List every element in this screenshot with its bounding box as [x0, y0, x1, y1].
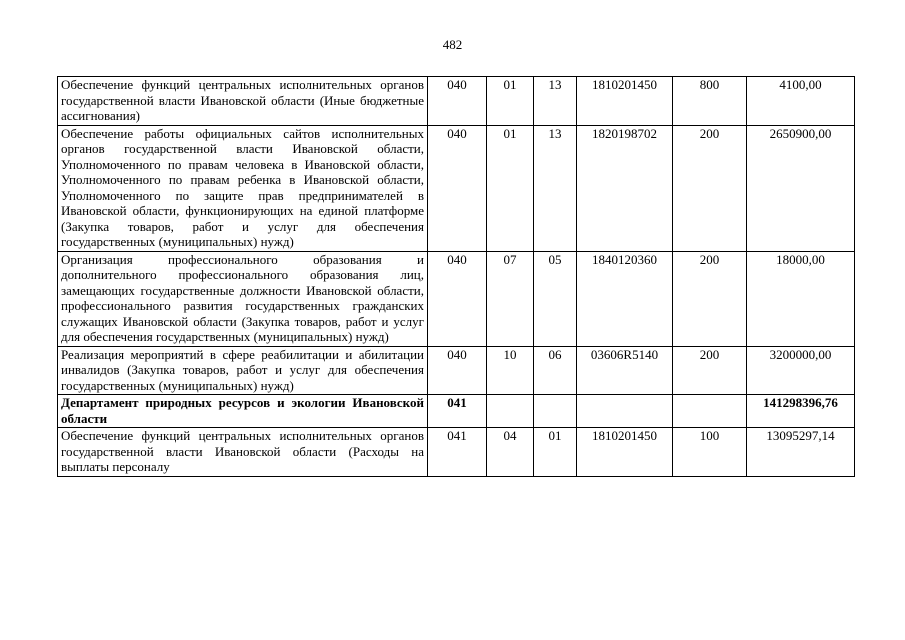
target-article-code: 1840120360: [577, 251, 673, 346]
expense-type-code: 200: [673, 125, 747, 251]
expense-type-code: 200: [673, 346, 747, 395]
department-total-amount: 141298396,76: [747, 395, 855, 428]
expense-type-code: 100: [673, 428, 747, 477]
table-row: [58, 251, 855, 346]
expense-description: Обеспечение функций центральных исполнительных органов государственной власти Ивановской области (Расходы на выплаты персоналу: [58, 428, 428, 477]
department-row: [58, 395, 855, 428]
section-code: 01: [487, 77, 534, 126]
amount: 3200000,00: [747, 346, 855, 395]
table-row: [58, 77, 855, 126]
expense-description: Обеспечение функций центральных исполнительных органов государственной власти Ивановской области (Иные бюджетные ассигнования): [58, 77, 428, 126]
target-article-code: 1820198702: [577, 125, 673, 251]
subsection-code: [534, 395, 577, 428]
table-row: [58, 125, 855, 251]
ministry-code: 040: [428, 251, 487, 346]
table-row: [58, 428, 855, 477]
amount: 2650900,00: [747, 125, 855, 251]
section-code: 01: [487, 125, 534, 251]
page-number: 482: [442, 37, 463, 52]
ministry-code: 040: [428, 346, 487, 395]
expense-type-code: 800: [673, 77, 747, 126]
subsection-code: 01: [534, 428, 577, 477]
section-code: [487, 395, 534, 428]
target-article-code: 1810201450: [577, 428, 673, 477]
department-name: Департамент природных ресурсов и экологии Ивановской области: [58, 395, 428, 428]
subsection-code: 06: [534, 346, 577, 395]
target-article-code: [577, 395, 673, 428]
subsection-code: 13: [534, 77, 577, 126]
ministry-code: 041: [428, 428, 487, 477]
expense-type-code: 200: [673, 251, 747, 346]
section-code: 07: [487, 251, 534, 346]
table-row: [58, 346, 855, 395]
expense-type-code: [673, 395, 747, 428]
ministry-code: 040: [428, 125, 487, 251]
budget-table: [57, 76, 855, 477]
ministry-code: 040: [428, 77, 487, 126]
section-code: 04: [487, 428, 534, 477]
amount: 4100,00: [747, 77, 855, 126]
amount: 13095297,14: [747, 428, 855, 477]
target-article-code: 1810201450: [577, 77, 673, 126]
expense-description: Обеспечение работы официальных сайтов исполнительных органов государственной власти Ивановской области, Уполномоченного по правам человека в Ивановской области, Уполномоченного по правам ребенка в Ивановской области, Уполномоченного по защите прав предпринимателей в Ивановской области, функционирующих на единой платформе (Закупка товаров, работ и услуг для обеспечения государственных (муниципальных) нужд): [58, 125, 428, 251]
ministry-code: 041: [428, 395, 487, 428]
amount: 18000,00: [747, 251, 855, 346]
expense-description: Организация профессионального образования и дополнительного профессионального образования лиц, замещающих государственные должности Ивановской области, профессионального развития государственных гражданских служащих Ивановской области (Закупка товаров, работ и услуг для обеспечения государственных (муниципальных) нужд): [58, 251, 428, 346]
section-code: 10: [487, 346, 534, 395]
expense-description: Реализация мероприятий в сфере реабилитации и абилитации инвалидов (Закупка товаров, работ и услуг для обеспечения государственных (муниципальных) нужд): [58, 346, 428, 395]
target-article-code: 03606R5140: [577, 346, 673, 395]
subsection-code: 05: [534, 251, 577, 346]
subsection-code: 13: [534, 125, 577, 251]
